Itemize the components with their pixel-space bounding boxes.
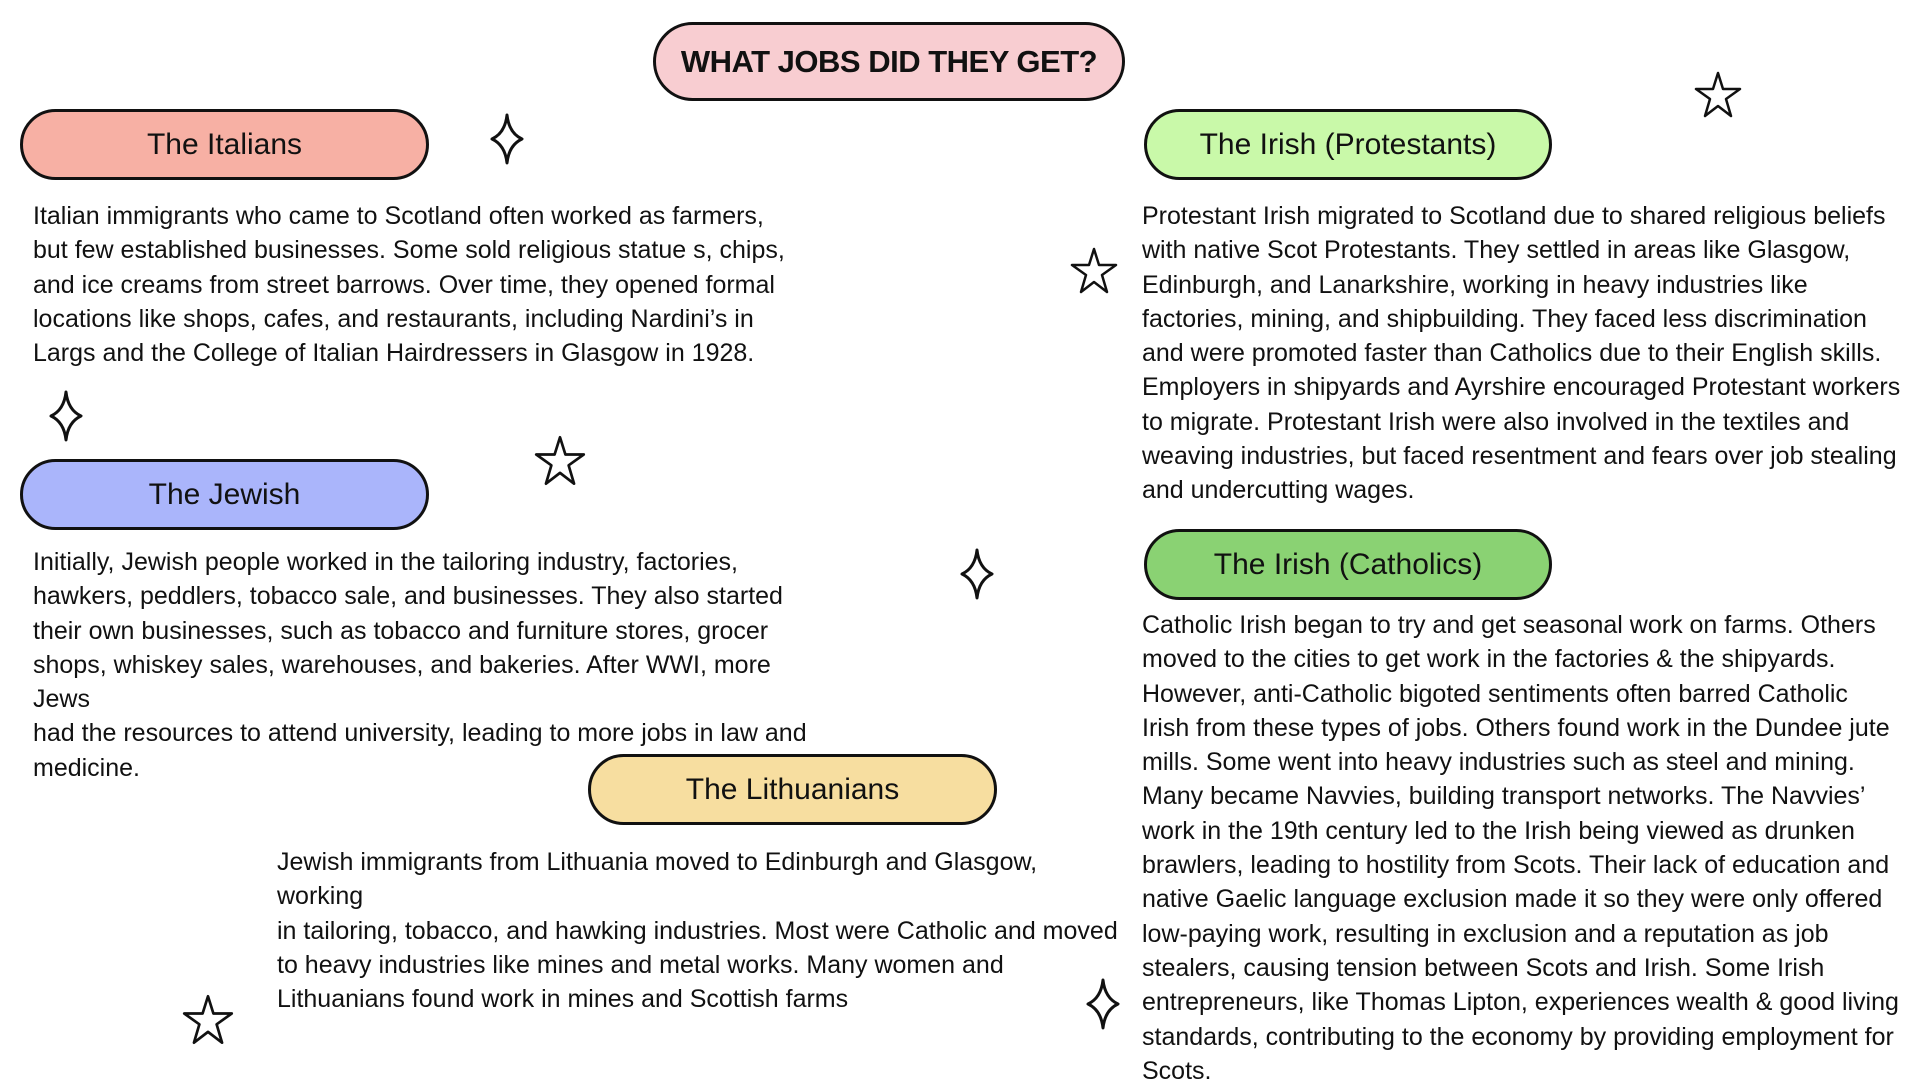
star-outline-icon (531, 434, 589, 488)
text-italians: Italian immigrants who came to Scotland often worked as farmers, but few established businesses. Some sold religious statue s, chips, and ice creams from street barrows. Over time, they opened formal locations like shops, cafes, and restaurants, including Nardini’s in Largs and the College of Italian Hairdressers in Glasgow in 1928. (33, 202, 785, 368)
text-irish-catholics: Catholic Irish began to try and get seasonal work on farms. Others moved to the cities to get work in the factories & the shipyards. However, anti-Catholic bigoted sentiments often barred Catholic Irish from these types of jobs. Others found work in the Dundee jute mills. Some went into heavy industries such as steel and mining. Many became Navvies, building transport networks. The Navvies’ work in the 19th century led to the Irish being viewed as drunken brawlers, leading to hostility from Scots. Their lack of education and native Gaelic language exclusion made it so they were only offered low-paying work, resulting in exclusion and a reputation as job stealers, causing tension between Scots and Irish. Some Irish entrepreneurs, like Thomas Lipton, experiences wealth & good living standards, contributing to the economy by providing employment for Scots. (1142, 611, 1899, 1085)
text-jewish: Initially, Jewish people worked in the tailoring industry, factories, hawkers, peddlers, tobacco sale, and businesses. They also started their own businesses, such as tobacco and furniture stores, grocer shops, whiskey sales, warehouses, and bakeries. After WWI, more Jews had the resources to attend university, leading to more jobs in law and medicine. (33, 548, 807, 782)
sparkle-icon (49, 390, 83, 442)
star-outline-icon (1069, 245, 1119, 297)
heading-irish-catholics: The Irish (Catholics) (1144, 529, 1552, 600)
sparkle-icon (960, 548, 994, 600)
text-irish-protestants: Protestant Irish migrated to Scotland due to shared religious beliefs with native Scot Protestants. They settled in areas like Glasgow, Edinburgh, and Lanarkshire, working in heavy industries like factories, mining, and shipbuilding. They faced less discrimination and were promoted faster than Catholics due to their English skills. Employers in shipyards and Ayrshire encouraged Protestant workers to migrate. Protestant Irish were also involved in the textiles and weaving industries, but faced resentment and fears over job stealing and undercutting wages. (1142, 202, 1901, 505)
star-outline-icon (181, 992, 235, 1048)
sparkle-icon (490, 113, 524, 165)
sparkle-icon (1086, 978, 1120, 1030)
star-outline-icon (1693, 70, 1743, 120)
heading-lithuanians: The Lithuanians (588, 754, 997, 825)
heading-italians: The Italians (20, 109, 429, 180)
heading-jewish: The Jewish (20, 459, 429, 530)
text-lithuanians: Jewish immigrants from Lithuania moved to Edinburgh and Glasgow, working in tailoring, tobacco, and hawking industries. Most were Catholic and moved to heavy industries like mines and metal works. Many women and Lithuanians found work in mines and Scottish farms (277, 848, 1118, 1014)
heading-irish-protestants: The Irish (Protestants) (1144, 109, 1552, 180)
page-title: WHAT JOBS DID THEY GET? (653, 22, 1125, 101)
